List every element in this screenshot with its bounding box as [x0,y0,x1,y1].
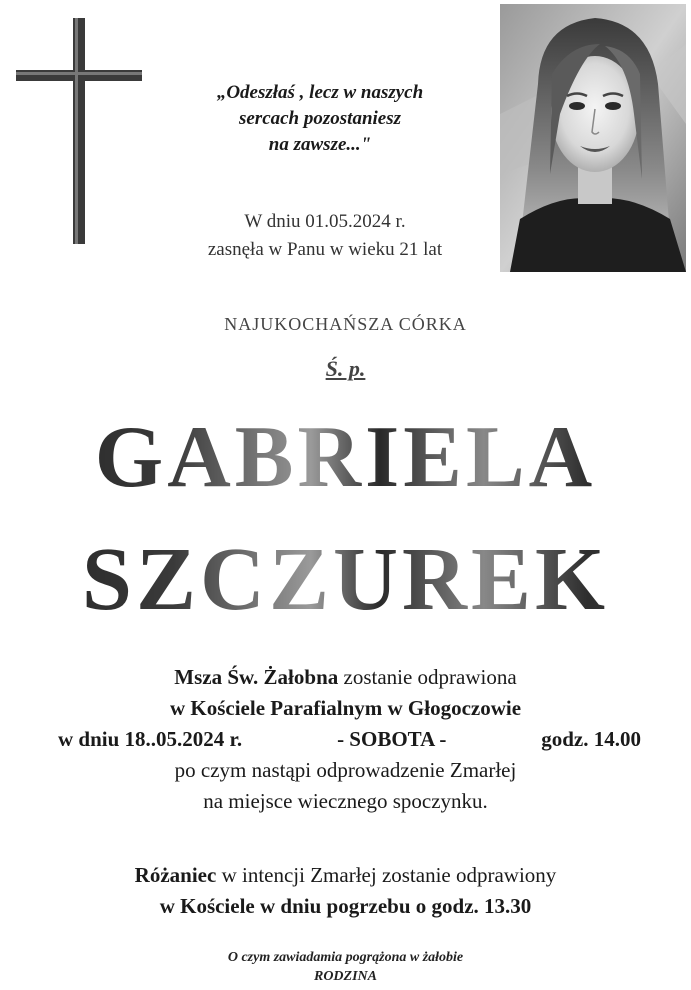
mass-label: Msza Św. Żałobna [174,665,339,689]
cross-icon [16,18,142,244]
mass-date: w dniu 18..05.2024 r. [58,727,243,751]
rosary-info [30,860,661,922]
relation-label: NAJUKOCHAŃSZA CÓRKA [224,314,467,334]
rosary-label: Różaniec [134,863,217,887]
sp-prefix: Ś. p. [325,356,366,381]
quote-line-2: sercach pozostaniesz [238,108,402,129]
church-prefix: w [169,696,191,720]
mass-line-1 [40,662,651,693]
last-name: SZCZUREK [0,528,691,632]
death-age: zasnęła w Panu w wieku 21 lat [207,239,443,260]
rosary-rest: w intencji Zmarłej zostanie odprawiony [216,863,557,887]
family-notice [0,948,691,986]
death-date: W dniu 01.05.2024 r. [244,211,406,232]
mass-time: godz. 14.00 [541,727,641,751]
rosary-line-1 [30,860,661,891]
rosary-time: Kościele w dniu pogrzebu o godz. 13.30 [180,894,532,918]
first-name: GABRIELA [0,408,691,508]
mass-rest: zostanie odprawiona [338,665,517,689]
rosary-line-2 [30,891,661,922]
church-name: Kościele Parafialnym w Głogoczowie [190,696,522,720]
family-notice-line: O czym zawiadamia pogrążona w żałobie [227,950,464,965]
mass-line-5: na miejsce wiecznego spoczynku. [203,789,488,813]
death-info [150,208,500,264]
mass-weekday: - SOBOTA - [337,727,447,751]
mass-line-3 [40,724,651,755]
mass-line-2 [40,693,651,724]
quote-line-3: na zawsze..." [268,134,372,155]
portrait-photo [500,4,686,272]
rosary-prefix: w [159,894,181,918]
mass-info [40,662,651,817]
mass-line-4: po czym nastąpi odprowadzenie Zmarłej [174,758,517,782]
memorial-quote [160,80,480,158]
quote-line-1: „Odeszłaś , lecz w naszych [216,82,424,103]
family-signature: RODZINA [313,969,377,984]
